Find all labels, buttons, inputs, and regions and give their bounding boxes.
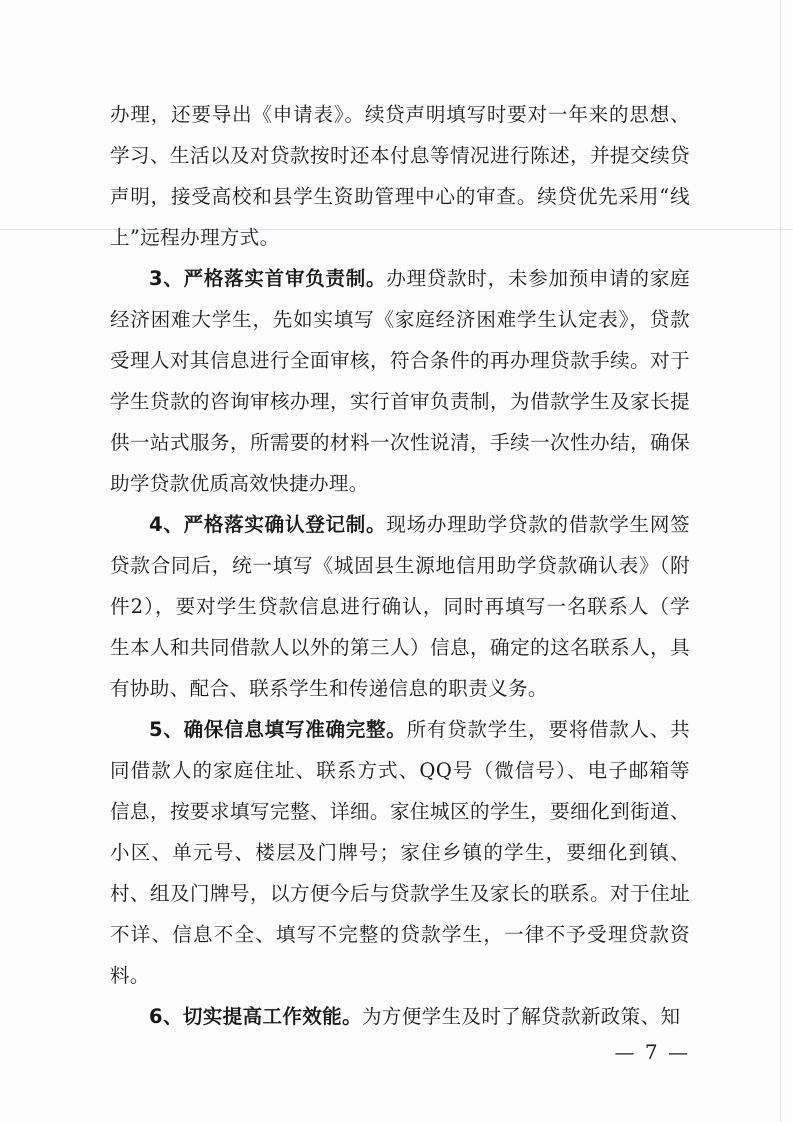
paragraph-continuation	[110, 94, 690, 258]
scan-edge-line	[780, 0, 781, 1122]
paragraph-confirmation	[110, 504, 690, 709]
paragraph-information	[110, 709, 690, 996]
paragraph-heading: 6、切实提高工作效能。	[149, 1005, 362, 1028]
paragraph-text: 为方便学生及时了解贷款新政策、知	[361, 1005, 681, 1028]
paragraph-text: 办理，还要导出《申请表》。续贷声明填写时要对一年来的思想、学习、生活以及对贷款按时还本付息等情况进行陈述，并提交续贷声明，接受高校和县学生资助管理中心的审查。续贷优先采用“线上”远程办理方式。	[110, 103, 690, 249]
paragraph-heading: 4、严格落实确认登记制。	[149, 513, 387, 536]
document-body	[110, 94, 690, 1037]
paragraph-efficiency	[110, 996, 690, 1037]
paragraph-text: 所有贷款学生，要将借款人、共同借款人的家庭住址、联系方式、QQ号（微信号）、电子邮箱等信息，按要求填写完整、详细。家住城区的学生，要细化到街道、小区、单元号、楼层及门牌号；家住乡镇的学生，要细化到镇、村、组及门牌号，以方便今后与贷款学生及家长的联系。对于住址不详、信息不全、填写不完整的贷款学生，一律不予受理贷款资料。	[110, 718, 690, 987]
paragraph-heading: 3、严格落实首审负责制。	[149, 267, 387, 290]
paragraph-text: 办理贷款时，未参加预申请的家庭经济困难大学生，先如实填写《家庭经济困难学生认定表》，贷款受理人对其信息进行全面审核，符合条件的再办理贷款手续。对于学生贷款的咨询审核办理，实行首审负责制，为借款学生及家长提供一站式服务，所需要的材料一次性说清，手续一次性办结，确保助学贷款优质高效快捷办理。	[110, 267, 690, 495]
paragraph-heading: 5、确保信息填写准确完整。	[149, 718, 407, 741]
paragraph-first-review	[110, 258, 690, 504]
paragraph-text: 现场办理助学贷款的借款学生网签贷款合同后，统一填写《城固县生源地信用助学贷款确认表》（附件2），要对学生贷款信息进行确认，同时再填写一名联系人（学生本人和共同借款人以外的第三人）信息，确定的这名联系人，具有协助、配合、联系学生和传递信息的职责义务。	[110, 513, 690, 700]
page-number: — 7 —	[614, 1040, 690, 1064]
